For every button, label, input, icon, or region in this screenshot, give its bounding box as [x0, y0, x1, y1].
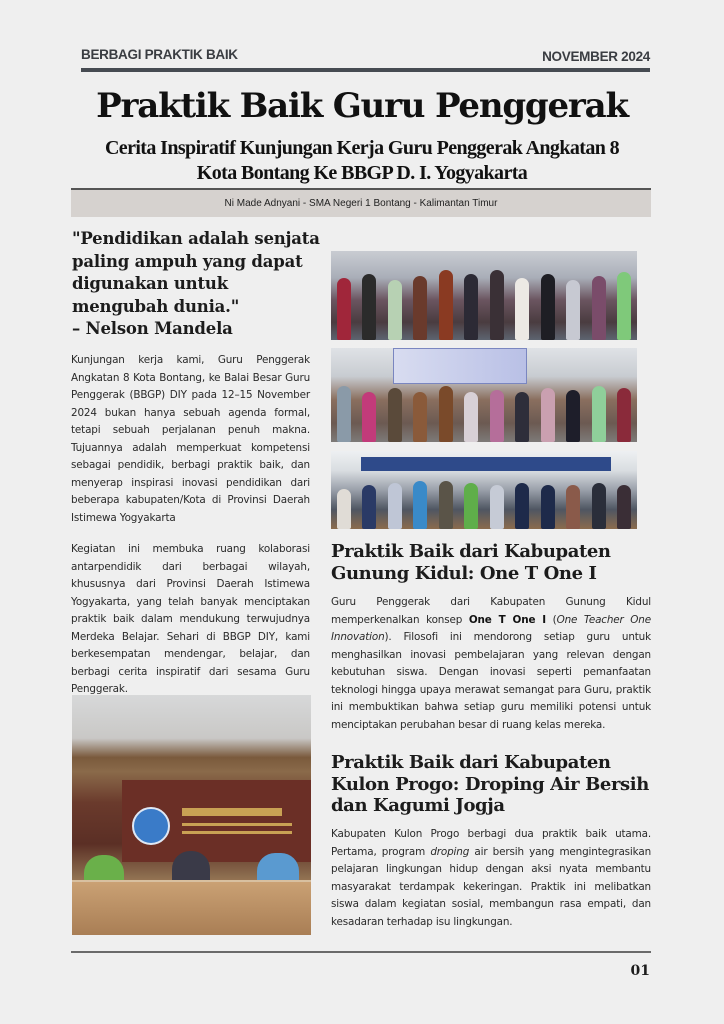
sign-text-bar	[182, 823, 292, 826]
body-bold-term: One T One I	[468, 613, 547, 626]
body-italic-term: droping	[430, 845, 470, 858]
tut-wuri-handayani-logo-icon	[132, 807, 170, 845]
body-text: air bersih yang mengintegrasikan pelajaran lingkungan hidup dengan aksi nyata membantu masyarakat terdampak kekeringan. Praktik ini melibatkan siswa dalam kegiatan sosial, membangun rasa empati, dan kesadaran terhadap isu lingkungan.	[331, 845, 651, 928]
sign-text-bar	[182, 831, 292, 834]
author-byline: Ni Made Adnyani - SMA Negeri 1 Bontang - Kalimantan Timur	[71, 190, 651, 217]
subtitle-line-2: Kota Bontang Ke BBGP D. I. Yogyakarta	[196, 162, 528, 184]
body-text: Guru Penggerak dari Kabupaten Gunung Kidul memperkenalkan konsep	[331, 596, 651, 626]
subtitle-line-1: Cerita Inspiratif Kunjungan Kerja Guru Penggerak Angkatan 8	[104, 137, 620, 159]
panel-desk	[72, 880, 311, 935]
body-text: Kabupaten Kulon Progo berbagi dua praktik baik utama. Pertama, program	[331, 828, 651, 858]
page-title: Praktik Baik Guru Penggerak	[96, 86, 628, 126]
classroom-board	[361, 457, 611, 471]
page-subtitle	[60, 136, 664, 186]
sign-text-bar	[182, 808, 282, 816]
header-rule	[81, 68, 650, 72]
body-italic-term: One Teacher One Innovation	[331, 613, 651, 643]
photo-group-classroom	[331, 451, 637, 529]
quote-author: – Nelson Mandela	[72, 319, 233, 338]
pull-quote	[72, 228, 322, 341]
page-number: 01	[630, 963, 650, 979]
header-section-label: BERBAGI PRAKTIK BAIK	[81, 47, 238, 62]
photo-group-participants	[331, 251, 637, 340]
quote-text: "Pendidikan adalah senjata paling ampuh yang dapat digunakan untuk mengubah dunia."	[72, 229, 320, 316]
body-text: (	[546, 613, 557, 626]
section-heading-kulon-progo: Praktik Baik dari Kabupaten Kulon Progo: Droping Air Bersih dan Kagumi Jogja	[331, 752, 649, 816]
section-body-kulon-progo	[331, 826, 651, 931]
event-banner	[393, 348, 527, 384]
body-text: ). Filosofi ini mendorong setiap guru untuk menghasilkan inovasi pembelajaran yang relevan dengan kebutuhan siswa. Dengan inovasi seperti pemanfaatan teknologi hingga upaya merawat semangat para Guru, praktik ini membuktikan bahwa setiap guru memiliki potensi untuk menciptakan perubahan besar di ruang kelas mereka.	[331, 631, 651, 731]
photo-panel-discussion	[72, 695, 311, 935]
header-date: NOVEMBER 2024	[542, 49, 650, 64]
photo-group-banner	[331, 348, 637, 442]
intro-paragraph-1: Kunjungan kerja kami, Guru Penggerak Angkatan 8 Kota Bontang, ke Balai Besar Guru Penggerak (BBGP) DIY pada 12–15 November 2024 bukan hanya sebuah agenda formal, tetapi sebuah perjalanan penuh makna. Tujuannya adalah memperkuat kompetensi sebagai pendidik, berbagi praktik baik, dan menyerap inspirasi inovasi pendidikan dari beberapa kabupaten/Kota di Provinsi Daerah Istimewa Yogyakarta	[71, 354, 310, 524]
photo-people-silhouettes	[331, 386, 637, 442]
intro-paragraph-2: Kegiatan ini membuka ruang kolaborasi antarpendidik dari berbagai wilayah, khususnya dari Provinsi Daerah Istimewa Yogyakarta, yang telah banyak menciptakan praktik baik dalam mendukung terwujudnya Merdeka Belajar. Sehari di BBGP DIY, kami berkesempatan mendengar, belajar, dan berbagi cerita inspiratif dari sesama Guru Penggerak.	[71, 543, 310, 695]
section-body-gunung-kidul	[331, 594, 651, 734]
section-heading-gunung-kidul: Praktik Baik dari Kabupaten Gunung Kidul: One T One I	[331, 541, 611, 584]
footer-rule	[71, 951, 651, 953]
photo-people-silhouettes	[331, 481, 637, 529]
photo-people-silhouettes	[331, 270, 637, 340]
